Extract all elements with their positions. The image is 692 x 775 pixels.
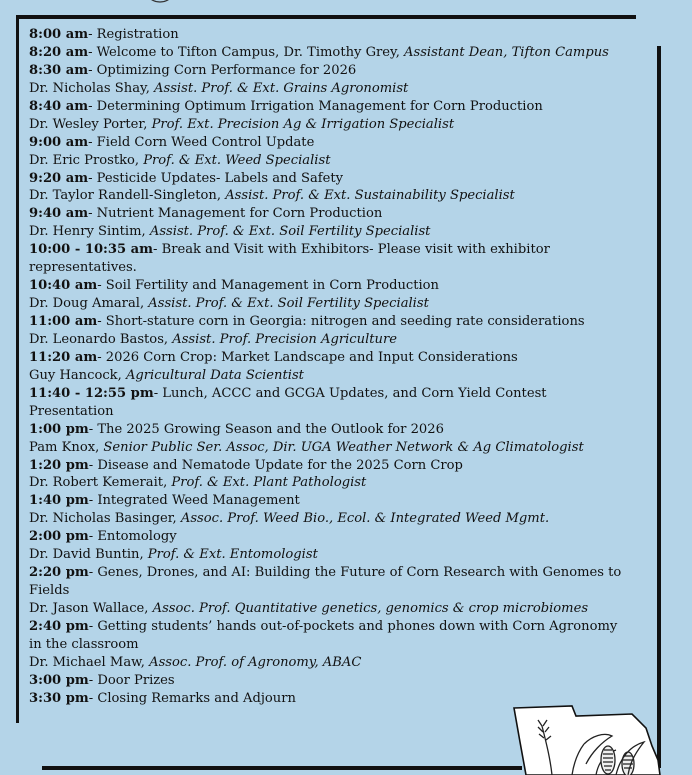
speaker-separator: , — [95, 439, 104, 455]
speaker-name: Dr. Leonardo Bastos — [29, 331, 164, 347]
agenda-time: 1:40 pm — [29, 493, 89, 509]
agenda-separator: - — [97, 278, 106, 294]
agenda-item — [29, 528, 629, 546]
seal-icon — [140, 0, 180, 4]
agenda-title: Registration — [96, 27, 179, 42]
speaker-role: Assist. Prof. & Ext. Grains Agronomist — [154, 80, 409, 96]
speaker-role: Assoc. Prof. Weed Bio., Ecol. & Integrated Weed Mgmt. — [180, 511, 550, 527]
speaker-role: Assist. Prof. & Ext. Soil Fertility Specialist — [149, 224, 431, 240]
agenda-list — [29, 26, 629, 708]
speaker-separator: , — [172, 511, 181, 527]
agenda-time: 9:00 am — [29, 134, 89, 150]
speaker-name: Dr. Michael Maw — [29, 654, 141, 670]
speaker-role: Assist. Prof. & Ext. Soil Fertility Specialist — [148, 296, 429, 312]
agenda-separator: - — [88, 529, 98, 545]
speaker-name: Dr. Doug Amaral — [29, 296, 140, 312]
speaker-separator: , — [139, 296, 149, 312]
agenda-time: 1:00 pm — [29, 421, 89, 437]
speaker-role: Agricultural Data Scientist — [125, 367, 304, 383]
agenda-speaker-line — [29, 331, 629, 349]
speaker-role: Prof. Ext. Precision Ag & Irrigation Specialist — [151, 116, 455, 132]
agenda-separator: - — [97, 314, 106, 329]
agenda-item — [29, 44, 629, 62]
agenda-title: Optimizing Corn Performance for 2026 — [96, 62, 357, 78]
agenda-item — [29, 672, 629, 690]
speaker-role: Assoc. Prof. of Agronomy, ABAC — [149, 654, 362, 670]
speaker-name: Dr. Nicholas Basinger — [29, 511, 173, 527]
agenda-time: 3:00 pm — [29, 672, 89, 688]
bottom-border — [42, 766, 522, 770]
agenda-speaker-line — [29, 116, 629, 134]
speaker-separator: , — [140, 654, 150, 670]
speaker-name: Dr. Henry Sintim — [29, 224, 142, 240]
agenda-item — [29, 349, 629, 367]
agenda-speaker-line — [29, 223, 629, 241]
agenda-time: 11:00 am — [29, 314, 98, 329]
agenda-item — [29, 241, 629, 277]
agenda-separator: - — [97, 349, 106, 365]
agenda-title: Welcome to Tifton Campus, Dr. Timothy Grey, — [96, 44, 405, 60]
agenda-speaker-line — [29, 367, 629, 385]
agenda-speaker-line — [29, 510, 629, 528]
agenda-item — [29, 564, 629, 600]
agenda-title: Getting students’ hands out-of-pockets and phones down with Corn Agronomy in the classroom — [29, 618, 618, 652]
speaker-role: Senior Public Ser. Assoc, Dir. UGA Weather Network & Ag Climatologist — [103, 439, 584, 455]
agenda-time: 10:00 - 10:35 am — [29, 242, 154, 258]
agenda-speaker-line — [29, 474, 629, 492]
agenda-title: Disease and Nematode Update for the 2025 Corn Crop — [97, 457, 463, 473]
speaker-role: Assist. Prof. Precision Agriculture — [172, 331, 397, 347]
speaker-name: Dr. David Buntin — [29, 547, 140, 563]
agenda-item — [29, 492, 629, 510]
agenda-time: 8:40 am — [29, 98, 89, 114]
agenda-title: Determining Optimum Irrigation Management for Corn Production — [96, 98, 543, 114]
agenda-title: Pesticide Updates- Labels and Safety — [96, 170, 344, 186]
georgia-map-corn-icon — [512, 702, 662, 775]
agenda-title: Nutrient Management for Corn Production — [96, 206, 383, 222]
agenda-speaker-line — [29, 600, 629, 618]
speaker-separator: , — [145, 80, 155, 96]
agenda-item — [29, 62, 629, 80]
agenda-time: 8:30 am — [29, 62, 89, 78]
agenda-title: Lunch, ACCC and GCGA Updates, and Corn Yield Contest Presentation — [29, 385, 547, 419]
agenda-separator: - — [88, 690, 98, 706]
agenda-item — [29, 618, 629, 654]
agenda-time: 3:30 pm — [29, 690, 89, 706]
agenda-separator: - — [88, 206, 97, 222]
agenda-speaker-line — [29, 295, 629, 313]
agenda-time: 8:00 am — [29, 27, 89, 42]
agenda-speaker-line — [29, 546, 629, 564]
agenda-separator: - — [88, 170, 97, 186]
right-border — [657, 46, 661, 768]
agenda-time: 9:20 am — [29, 170, 89, 186]
agenda-separator: - — [88, 62, 97, 78]
speaker-separator: , — [139, 547, 148, 563]
speaker-separator: , — [216, 188, 226, 204]
agenda-item — [29, 313, 629, 331]
top-border — [16, 15, 636, 19]
speaker-separator: , — [163, 475, 172, 491]
agenda-item — [29, 134, 629, 152]
agenda-separator: - — [88, 27, 97, 42]
agenda-time: 8:20 am — [29, 44, 89, 60]
speaker-separator: , — [134, 152, 144, 168]
agenda-title: Integrated Weed Management — [97, 493, 300, 509]
agenda-separator: - — [88, 134, 97, 150]
speaker-name: Dr. Nicholas Shay — [29, 80, 146, 96]
agenda-time: 2:40 pm — [29, 618, 89, 634]
speaker-name: Dr. Wesley Porter — [29, 116, 144, 132]
agenda-speaker-line — [29, 80, 629, 98]
agenda-separator: - — [88, 44, 97, 60]
agenda-title: The 2025 Growing Season and the Outlook for 2026 — [97, 421, 444, 437]
speaker-name: Dr. Jason Wallace — [29, 601, 145, 616]
agenda-item — [29, 421, 629, 439]
agenda-separator: - — [88, 565, 98, 581]
speaker-name: Guy Hancock — [29, 367, 118, 383]
speaker-role: Prof. & Ext. Entomologist — [147, 547, 318, 563]
agenda-title: Entomology — [97, 529, 177, 545]
speaker-role: Assist. Prof. & Ext. Sustainability Specialist — [225, 188, 515, 204]
agenda-separator: - — [153, 242, 162, 258]
agenda-title: Short-stature corn in Georgia: nitrogen and seeding rate considerations — [105, 314, 585, 329]
agenda-separator: - — [88, 493, 98, 509]
agenda-time: 2:20 pm — [29, 565, 89, 581]
speaker-role: Prof. & Ext. Plant Pathologist — [171, 475, 367, 491]
agenda-item — [29, 170, 629, 188]
agenda-title-role: Assistant Dean, Tifton Campus — [404, 44, 609, 60]
agenda-separator: - — [88, 98, 97, 114]
speaker-name: Dr. Robert Kemerait — [29, 475, 164, 491]
agenda-time: 10:40 am — [29, 278, 98, 294]
speaker-name: Dr. Eric Prostko — [29, 152, 135, 168]
agenda-item — [29, 205, 629, 223]
agenda-title: Break and Visit with Exhibitors- Please visit with exhibitor representatives. — [29, 242, 550, 276]
speaker-name: Pam Knox — [29, 439, 96, 455]
agenda-separator: - — [88, 457, 98, 473]
agenda-time: 11:20 am — [29, 349, 98, 365]
agenda-item — [29, 277, 629, 295]
agenda-time: 9:40 am — [29, 206, 89, 222]
speaker-name: Dr. Taylor Randell-Singleton — [29, 188, 217, 204]
speaker-separator: , — [163, 331, 173, 347]
agenda-separator: - — [88, 618, 98, 634]
agenda-separator: - — [153, 385, 163, 401]
agenda-time: 11:40 - 12:55 pm — [29, 385, 154, 401]
agenda-title: Door Prizes — [97, 672, 175, 688]
agenda-separator: - — [88, 421, 98, 437]
speaker-separator: , — [143, 116, 152, 132]
agenda-speaker-line — [29, 439, 629, 457]
agenda-time: 1:20 pm — [29, 457, 89, 473]
speaker-role: Assoc. Prof. Quantitative genetics, genomics & crop microbiomes — [152, 601, 589, 616]
speaker-separator: , — [141, 224, 150, 240]
agenda-speaker-line — [29, 152, 629, 170]
agenda-time: 2:00 pm — [29, 529, 89, 545]
agenda-item — [29, 26, 629, 44]
agenda-separator: - — [88, 672, 98, 688]
agenda-title: 2026 Corn Crop: Market Landscape and Input Considerations — [105, 349, 518, 365]
speaker-separator: , — [144, 601, 153, 616]
speaker-role: Prof. & Ext. Weed Specialist — [143, 152, 331, 168]
agenda-item — [29, 457, 629, 475]
agenda-title: Field Corn Weed Control Update — [96, 134, 315, 150]
agenda-title: Genes, Drones, and AI: Building the Future of Corn Research with Genomes to Fields — [29, 565, 622, 599]
agenda-speaker-line — [29, 187, 629, 205]
agenda-item — [29, 385, 629, 421]
speaker-separator: , — [117, 367, 126, 383]
agenda-item — [29, 98, 629, 116]
agenda-speaker-line — [29, 654, 629, 672]
agenda-title: Closing Remarks and Adjourn — [97, 690, 296, 706]
left-border — [16, 17, 19, 723]
agenda-title: Soil Fertility and Management in Corn Production — [105, 278, 439, 294]
